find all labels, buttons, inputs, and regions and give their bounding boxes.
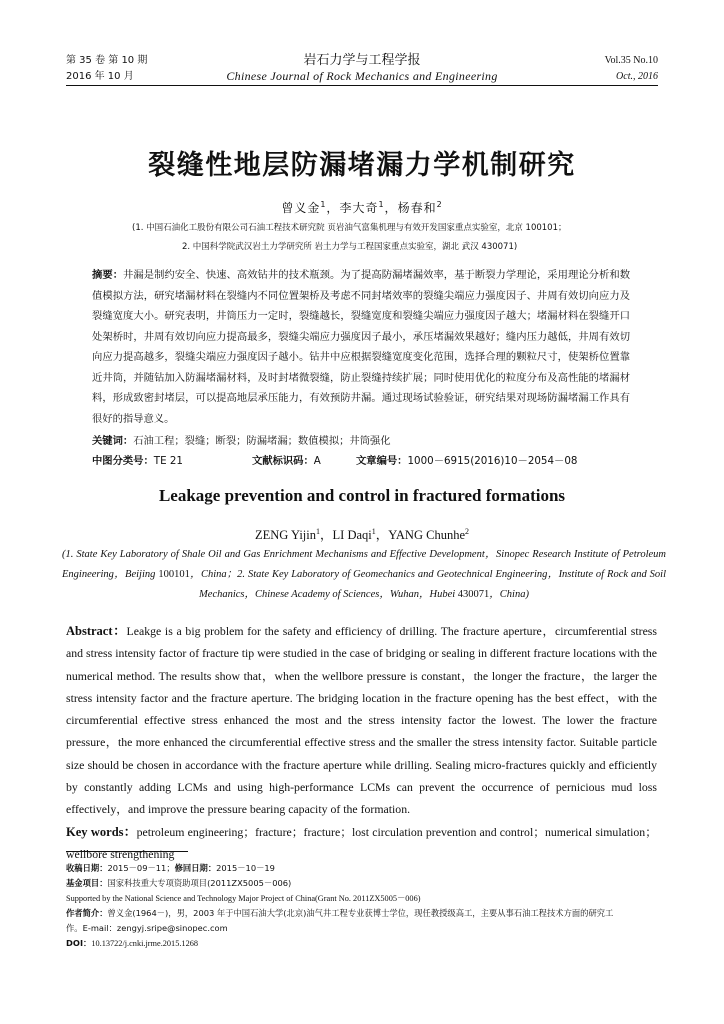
footnote-fund [66, 876, 660, 891]
keywords-text-en: petroleum engineering；fracture；fracture；lost circulation prevention and control；numerical simulation；wellbore strengthening [66, 824, 657, 861]
author-name: 李大奇 [339, 201, 379, 215]
author-name: 曾义金 [281, 201, 321, 215]
author-affil-mark: 1 [378, 200, 385, 209]
author-list-cn [0, 199, 724, 216]
postal-code: 430071 [457, 589, 490, 600]
affiliation-en-part: ，China) [489, 589, 529, 600]
footnotes [66, 861, 660, 951]
fund-label: 基金项目： [66, 878, 108, 888]
revised-date: 2015－10－19 [216, 863, 275, 873]
footnote-bio-cont: 作。E-mail：zengyj.sripe@sinopec.com [66, 923, 228, 933]
journal-name-en: Chinese Journal of Rock Mechanics and Engineering [226, 69, 498, 83]
affiliation-en-part: 2. State Key Laboratory of Geomechanics and Geotechnical Engineering，Institute of Rock and Soil Mechanics，Chinese Academy of Sciences，Wuhan，Hubei [199, 569, 667, 600]
author-name: 杨春和 [397, 201, 437, 215]
author-affil-mark: 1 [320, 200, 327, 209]
author-list-en [0, 525, 724, 543]
keywords-label-en: Key words： [66, 824, 137, 839]
volume-issue-en: Vol.35 No.10 [604, 55, 658, 66]
footnote-fund-en: Supported by the National Science and Technology Major Project of China(Grant No. 2011ZX5005－006) [66, 894, 421, 903]
affiliation-cn: (1. 中国石油化工股份有限公司石油工程技术研究院 页岩油气富集机理与有效开发国家重点实验室，北京 100101； [132, 223, 567, 233]
affiliation-cn: 2. 中国科学院武汉岩土力学研究所 岩土力学与工程国家重点实验室，湖北 武汉 430071) [182, 242, 518, 252]
doi-label: DOI： [66, 938, 92, 948]
keywords-text-cn: 石油工程；裂缝；断裂；防漏堵漏；数值模拟；井筒强化 [133, 435, 391, 447]
doc-value: A [313, 455, 321, 467]
art-label: 文章编号： [356, 455, 408, 467]
clc-label: 中图分类号： [92, 455, 154, 467]
author-separator: ， [320, 528, 333, 542]
footnote-rule [66, 851, 188, 852]
author-separator: ， [326, 201, 340, 215]
art-value: 1000－6915(2016)10－2054－08 [407, 455, 578, 467]
author-affil-mark: 2 [465, 526, 469, 536]
affiliation-en [62, 545, 666, 605]
affiliation-en-part: (1. State Key Laboratory of Shale Oil and Gas Enrichment Mechanisms and Effective Development，Sinopec Research Institute of Petroleum Engineering，Beijing [62, 549, 666, 580]
abstract-text-cn: 井漏是制约安全、快速、高效钻井的技术瓶颈。为了提高防漏堵漏效率，基于断裂力学理论，采用理论分析和数值模拟方法，研究堵漏材料在裂缝内不同位置架桥及考虑不同封堵效率的裂缝尖端应力强度因子、井周有效切向应力及裂缝宽度大小。研究表明，井筒压力一定时，裂缝越长，裂缝宽度和裂缝尖端应力强度因子越大；堵漏材料在裂缝开口处架桥时，井周有效切向应力提高最多，裂缝尖端应力强度因子最小，承压堵漏效果越好；缝内压力越低，井周有效切向应力提高越多，裂缝尖端应力强度因子越小。钻井中应根据裂缝宽度变化范围，选择合理的颗粒尺寸，使架桥位置靠近井筒，并随钻加入防漏堵漏材料，及时封堵微裂缝，防止裂缝持续扩展；同时使用优化的粒度分布及高性能的堵漏材料，形成致密封堵层，可以提高地层承压能力，有效预防井漏。通过现场试验验证，研究结果对现场防漏堵漏工作具有很好的指导意义。 [92, 269, 631, 425]
postal-code: 100101 [158, 569, 190, 580]
received-label: 收稿日期： [66, 863, 108, 873]
author-name: LI Daqi [332, 528, 372, 542]
author-affil-mark: 1 [316, 526, 320, 536]
paper-title-en: Leakage prevention and control in fractured formations [158, 486, 566, 505]
doc-label: 文献标识码： [252, 455, 314, 467]
paper-title-cn: 裂缝性地层防漏堵漏力学机制研究 [148, 150, 576, 181]
received-date: 2015－09－11； [107, 863, 175, 873]
running-header [66, 53, 658, 87]
clc-number [92, 452, 183, 470]
doi-value: 10.13722/j.cnki.jrme.2015.1268 [91, 939, 199, 948]
footnote-bio [66, 906, 660, 921]
journal-name-cn: 岩石力学与工程学报 [303, 53, 421, 68]
author-affil-mark: 1 [371, 526, 376, 536]
abstract-text-en: Leakge is a big problem for the safety and efficiency of drilling. The fracture aperture，circumferential stress and stress intensity factor of fracture tip were studied in the case of bridging or sealing in different fracture locations with the numerical method. The results show that，when the wellbore pressure is constant，the longer the fracture，the larger the stress intensity factor and the fracture aperture. The bridging location in the fracture opening has the best effect，with the circumferential effective stress enhanced the most and the stress intensity factor the lowest. The lower the fracture pressure，the more enhanced the circumferential effective stress and the smaller the stress intensity factor. Suitable particle size should be chosen in accordance with the fracture aperture while drilling. Sealing micro-fractures quickly and efficiently by constantly adding LCMs and using high-performance LCMs can prevent the occurrence of pernicious mud loss effectively，and improve the pressure bearing capacity of the formation. [66, 624, 657, 817]
issue-date-cn: 2016 年 10 月 [66, 71, 134, 82]
keywords-label-cn: 关键词： [92, 435, 134, 447]
keywords-cn [92, 432, 632, 450]
fund-value: 国家科技重大专项资助项目(2011ZX5005－006) [107, 878, 292, 888]
footnote-dates [66, 861, 660, 876]
abstract-label-cn: 摘要： [92, 269, 124, 281]
footnote-doi [66, 936, 660, 951]
issue-date-en: Oct., 2016 [616, 71, 658, 82]
revised-label: 修回日期： [174, 863, 217, 873]
abstract-en [66, 620, 657, 865]
author-name: YANG Chunhe [388, 528, 465, 542]
author-name: ZENG Yijin [255, 528, 316, 542]
affiliation-en-part: ，China； [189, 569, 238, 580]
article-number [356, 452, 577, 470]
author-separator: ， [375, 528, 389, 542]
abstract-cn [92, 265, 630, 429]
document-code [252, 452, 321, 470]
author-affil-mark: 2 [436, 200, 443, 209]
clc-value: TE 21 [153, 455, 183, 467]
header-rule [66, 85, 658, 86]
author-separator: ， [384, 201, 398, 215]
volume-issue-cn: 第 35 卷 第 10 期 [66, 55, 148, 66]
bio-value: 曾义金(1964－)，男，2003 年于中国石油大学(北京)油气井工程专业获博士学位，现任教授级高工，主要从事石油工程技术方面的研究工 [107, 908, 614, 918]
bio-label: 作者简介： [66, 908, 108, 918]
abstract-label-en: Abstract： [66, 624, 127, 638]
